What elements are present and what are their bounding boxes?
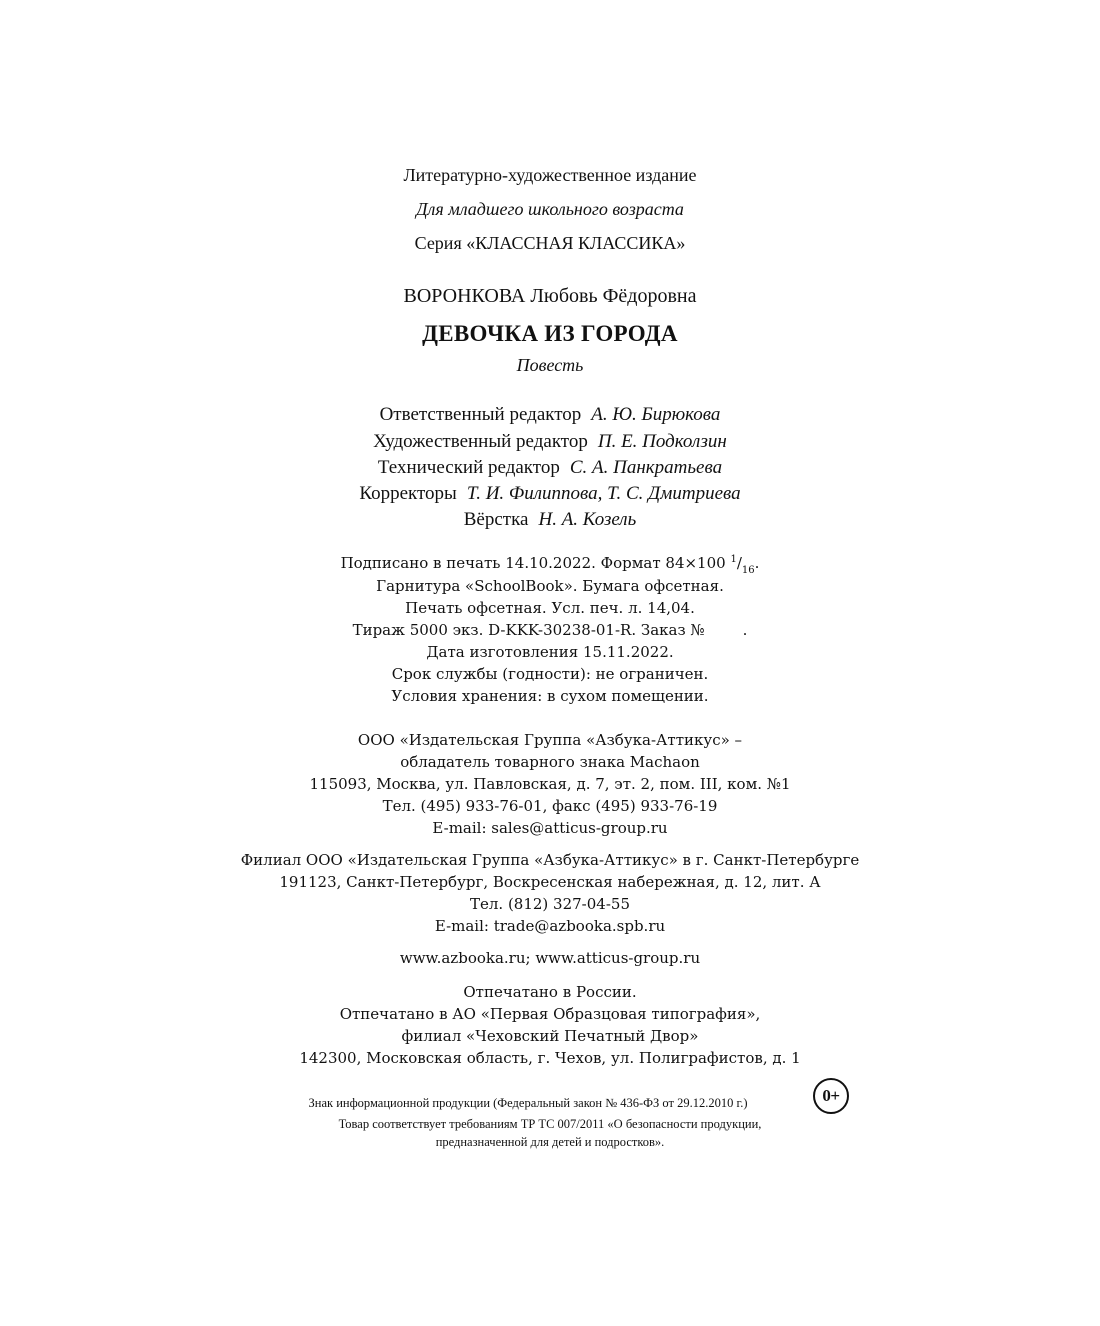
editor-name: Н. А. Козель bbox=[538, 509, 637, 530]
book-title: ДЕВОЧКА ИЗ ГОРОДА bbox=[422, 321, 678, 346]
publisher-trademark: обладатель товарного знака Machaon bbox=[400, 753, 700, 771]
publisher-address: 115093, Москва, ул. Павловская, д. 7, эт. 2, пом. III, ком. №1 bbox=[309, 775, 791, 793]
manufacture-date: Дата изготовления 15.11.2022. bbox=[426, 643, 674, 661]
print-run bbox=[0, 623, 1100, 638]
publisher-name: ООО «Издательская Группа «Азбука-Аттикус» – bbox=[357, 731, 743, 749]
signed-text: Подписано в печать 14.10.2022. Формат 84×100 bbox=[340, 554, 726, 572]
print-run-end: . bbox=[742, 621, 748, 639]
publisher-phone: Тел. (495) 933-76-01, факс (495) 933-76-19 bbox=[382, 797, 718, 815]
branch-name: Филиал ООО «Издательская Группа «Азбука-Аттикус» в г. Санкт-Петербурге bbox=[240, 851, 860, 869]
edition-type: Литературно-художественное издание bbox=[403, 165, 697, 185]
shelf-life: Срок службы (годности): не ограничен. bbox=[391, 665, 709, 683]
editor-name: А. Ю. Бирюкова bbox=[591, 404, 721, 425]
editor-role: Художественный редактор bbox=[373, 431, 588, 452]
series: Серия «КЛАССНАЯ КЛАССИКА» bbox=[414, 233, 686, 253]
age-rating-badge: 0+ bbox=[813, 1078, 849, 1114]
editor-name: С. А. Панкратьева bbox=[569, 457, 723, 478]
websites: www.azbooka.ru; www.atticus-group.ru bbox=[399, 949, 701, 967]
signed-to-print: Подписано в печать 14.10.2022. Формат 84×100 $^1/_{16}$. bbox=[340, 554, 760, 576]
print-info: Печать офсетная. Усл. печ. л. 14,04. bbox=[405, 599, 695, 617]
editor-role: Технический редактор bbox=[377, 457, 560, 478]
printed-in: Отпечатано в России. bbox=[463, 983, 637, 1001]
branch-email: E-mail: trade@azbooka.spb.ru bbox=[434, 917, 666, 935]
editor-line bbox=[0, 484, 1100, 503]
info-sign-law: Знак информационной продукции (Федеральный закон № 436-ФЗ от 29.12.2010 г.) bbox=[308, 1096, 748, 1110]
editor-role: Ответственный редактор bbox=[379, 404, 582, 425]
compliance-line-2: предназначенной для детей и подростков». bbox=[435, 1135, 665, 1149]
editor-line bbox=[0, 405, 1100, 424]
typeface: Гарнитура «SchoolBook». Бумага офсетная. bbox=[376, 577, 724, 595]
format-denominator: 16 bbox=[741, 565, 755, 576]
compliance-line-1: Товар соответствует требованиям ТР ТС 007/2011 «О безопасности продукции, bbox=[338, 1117, 762, 1131]
editor-role: Вёрстка bbox=[463, 509, 529, 530]
branch-address: 191123, Санкт-Петербург, Воскресенская набережная, д. 12, лит. А bbox=[279, 873, 821, 891]
author: ВОРОНКОВА Любовь Фёдоровна bbox=[403, 285, 697, 307]
branch-phone: Тел. (812) 327-04-55 bbox=[470, 895, 630, 913]
printing-branch: филиал «Чеховский Печатный Двор» bbox=[401, 1027, 699, 1045]
printing-address: 142300, Московская область, г. Чехов, ул. Полиграфистов, д. 1 bbox=[299, 1049, 801, 1067]
editor-name: П. Е. Подколзин bbox=[597, 431, 727, 452]
book-genre: Повесть bbox=[516, 355, 584, 375]
publisher-email: E-mail: sales@atticus-group.ru bbox=[432, 819, 668, 837]
storage-conditions: Условия хранения: в сухом помещении. bbox=[391, 687, 709, 705]
printing-house: Отпечатано в АО «Первая Образцовая типография», bbox=[339, 1005, 761, 1023]
editor-line bbox=[0, 458, 1100, 477]
format-numerator: 1 bbox=[730, 554, 737, 565]
print-run-text: Тираж 5000 экз. D-KKK-30238-01-R. Заказ № bbox=[352, 621, 705, 639]
editor-name: Т. И. Филиппова, Т. С. Дмитриева bbox=[466, 483, 741, 504]
editor-line bbox=[0, 432, 1100, 451]
editor-line bbox=[0, 510, 1100, 529]
age-group: Для младшего школьного возраста bbox=[416, 199, 684, 219]
editor-role: Корректоры bbox=[359, 483, 457, 504]
